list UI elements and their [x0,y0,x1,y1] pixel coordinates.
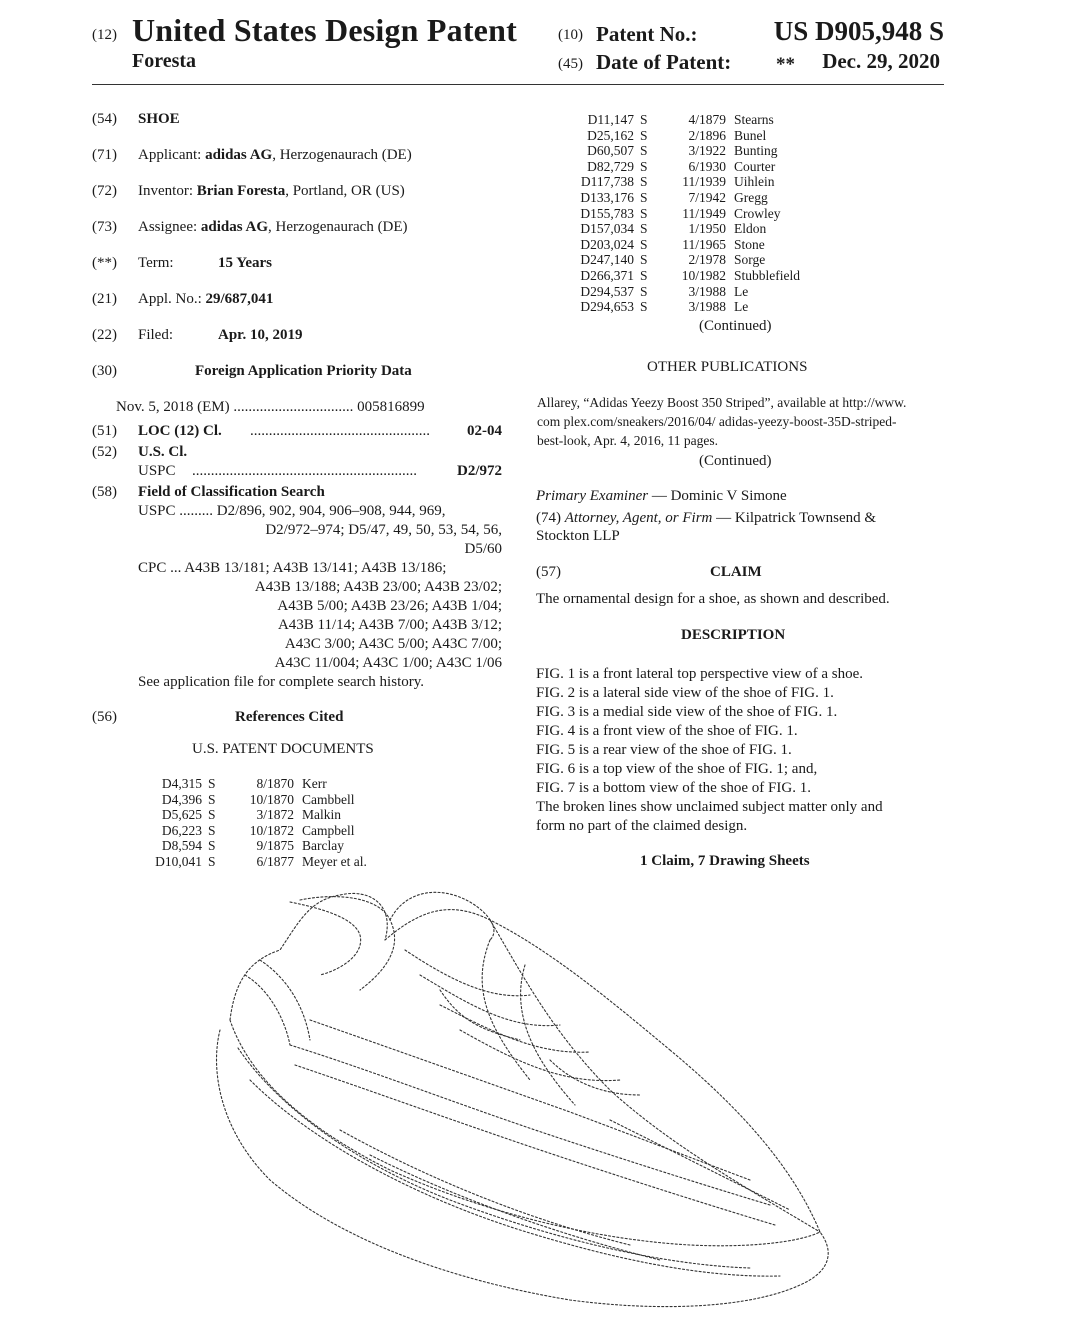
claim-title: CLAIM [710,564,762,580]
cpc-line-1: CPC ... A43B 13/181; A43B 13/141; A43B 13/186; [138,560,447,576]
description-title: DESCRIPTION [681,627,786,643]
left-reference-list [130,776,367,870]
applicant-name: adidas AG [205,147,273,163]
filed-date: Apr. 10, 2019 [218,327,303,343]
patent-number: US D905,948 S [773,16,944,46]
header-code-10: (10) [558,27,583,43]
field-21: (21) Appl. No.: 29/687,041 [92,291,274,307]
assignee-name: adidas AG [200,219,269,235]
term-mark: ** [776,54,795,75]
search-history-note: See application file for complete search history. [138,674,425,690]
claims-sheets-count: 1 Claim, 7 Drawing Sheets [640,853,810,869]
right-ref-row: D117,738 S 11/1939 Uihlein [580,174,775,190]
description-line-4: FIG. 4 is a front view of the shoe of FIG. 1. [536,723,798,739]
publication-line-2: com plex.com/sneakers/2016/04/ adidas-yeezy-boost-35D-striped- [537,414,897,429]
us-patent-documents-title: U.S. PATENT DOCUMENTS [192,741,374,757]
left-ref-row: D6,223 S 10/1872 Campbell [161,822,355,838]
header-rule [92,84,944,85]
loc-class: 02-04 [467,423,502,439]
left-ref-row: D4,396 S 10/1870 Cambbell [161,791,355,807]
term-value: 15 Years [218,255,273,271]
field-72: (72) Inventor: Brian Foresta, Portland, OR (US) [92,183,405,199]
shoe-outsole [217,1030,829,1307]
us-class: D2/972 [457,463,502,479]
invention-title: SHOE [138,111,180,127]
right-ref-row: D11,147 S 4/1879 Stearns [587,112,774,127]
right-ref-row: D247,140 S 2/1978 Sorge [580,252,766,268]
claim-text: The ornamental design for a shoe, as shown and described. [536,591,890,607]
field-52-uspc: USPC ............................................................ D2/972 [138,463,502,479]
cpc-line-3: A43B 5/00; A43B 23/26; A43B 1/04; [277,598,502,614]
document-title: United States Design Patent [132,12,517,48]
field-51: (51) LOC (12) Cl. ................................................ 02-04 [92,423,502,439]
right-ref-row: D82,729 S 6/1930 Courter [587,158,776,174]
header-code-12: (12) [92,27,117,43]
description-line-9: form no part of the claimed design. [536,818,748,834]
attorney-line-2: Stockton LLP [536,528,620,544]
right-ref-row: D266,371 S 10/1982 Stubblefield [580,267,800,283]
patent-date: Dec. 29, 2020 [822,49,940,73]
left-ref-row: D10,041 S 6/1877 Meyer et al. [155,853,367,869]
attorney: (74) Attorney, Agent, or Firm — Kilpatrick Townsend & [536,510,877,526]
shoe-drawing [190,880,850,1320]
claim-code: (57) [536,564,561,580]
shoe-upper [230,893,387,1020]
description-line-3: FIG. 3 is a medial side view of the shoe of FIG. 1. [536,704,838,720]
field-58: (58) Field of Classification Search [92,484,325,500]
shoe-laces [405,940,620,1105]
uspc-line-1: USPC ......... D2/896, 902, 904, 906–908, 944, 969, [138,503,446,519]
priority-line: Nov. 5, 2018 (EM) ................................ 005816899 [116,399,425,415]
cpc-line-4: A43B 11/14; A43B 7/00; A43B 3/12; [277,617,502,633]
right-ref-row: D155,783 S 11/1949 Crowley [580,205,781,221]
inventor-name: Brian Foresta [196,183,286,199]
uspc-line-2: D2/972–974; D5/47, 49, 50, 53, 54, 56, [265,522,502,538]
shoe-stripe [290,1045,770,1205]
cpc-line-2: A43B 13/188; A43B 23/00; A43B 23/02; [254,579,502,595]
references-title: References Cited [235,709,344,725]
cpc-line-6: A43C 11/004; A43C 1/00; A43C 1/06 [274,655,502,671]
description-line-1: FIG. 1 is a front lateral top perspective view of a shoe. [536,666,863,682]
field-71: (71) Applicant: adidas AG, Herzogenaurach (DE) [92,147,412,163]
refs-continued: (Continued) [699,318,772,334]
application-number: 29/687,041 [205,291,274,307]
publications-continued: (Continued) [699,453,772,469]
right-ref-row: D203,024 S 11/1965 Stone [580,236,765,252]
description-line-2: FIG. 2 is a lateral side view of the shoe of FIG. 1. [536,685,834,701]
description-line-5: FIG. 5 is a rear view of the shoe of FIG. 1. [536,742,792,758]
left-ref-row: D5,625 S 3/1872 Malkin [161,807,341,823]
inventor-short: Foresta [132,50,197,72]
publication-line-3: best-look, Apr. 4, 2016, 11 pages. [537,433,718,448]
description-line-8: The broken lines show unclaimed subject matter only and [536,799,883,815]
other-publications-title: OTHER PUBLICATIONS [647,359,808,375]
uspc-line-3: D5/60 [464,541,502,557]
description-line-7: FIG. 7 is a bottom view of the shoe of FIG. 1. [536,780,811,796]
field-30: (30) Foreign Application Priority Data [92,363,412,379]
description-line-6: FIG. 6 is a top view of the shoe of FIG. 1; and, [536,761,818,777]
field-52: (52) U.S. Cl. [92,444,188,460]
right-ref-row: D133,176 S 7/1942 Gregg [580,189,768,205]
right-ref-row: D157,034 S 1/1950 Eldon [580,221,767,237]
header-code-45: (45) [558,56,583,72]
patent-no-label: Patent No.: [596,22,698,46]
left-ref-row: D4,315 S 8/1870 Kerr [161,776,327,791]
shoe-collar [300,897,395,990]
field-73: (73) Assignee: adidas AG, Herzogenaurach (DE) [92,219,408,235]
shoe-tongue [390,892,494,940]
field-22: (22) Filed: Apr. 10, 2019 [92,327,303,343]
priority-title: Foreign Application Priority Data [195,363,412,379]
field-term: (**) Term: 15 Years [92,255,273,271]
right-ref-row: D294,537 S 3/1988 Le [580,283,749,299]
field-56: (56) References Cited [92,709,344,725]
right-ref-row: D60,507 S 3/1922 Bunting [587,143,778,159]
right-reference-list [562,112,800,315]
field-54: (54) SHOE [92,111,180,127]
right-ref-row: D294,653 S 3/1988 Le [580,299,749,315]
right-ref-row: D25,162 S 2/1896 Bunel [587,127,767,143]
cpc-line-5: A43C 3/00; A43C 5/00; A43C 7/00; [284,636,502,652]
date-of-patent-label: Date of Patent: [596,50,732,74]
publication-line-1: Allarey, “Adidas Yeezy Boost 350 Striped”, available at http://www. [537,395,907,410]
primary-examiner: Primary Examiner — Dominic V Simone [536,488,787,504]
left-ref-row: D8,594 S 9/1875 Barclay [161,838,344,854]
